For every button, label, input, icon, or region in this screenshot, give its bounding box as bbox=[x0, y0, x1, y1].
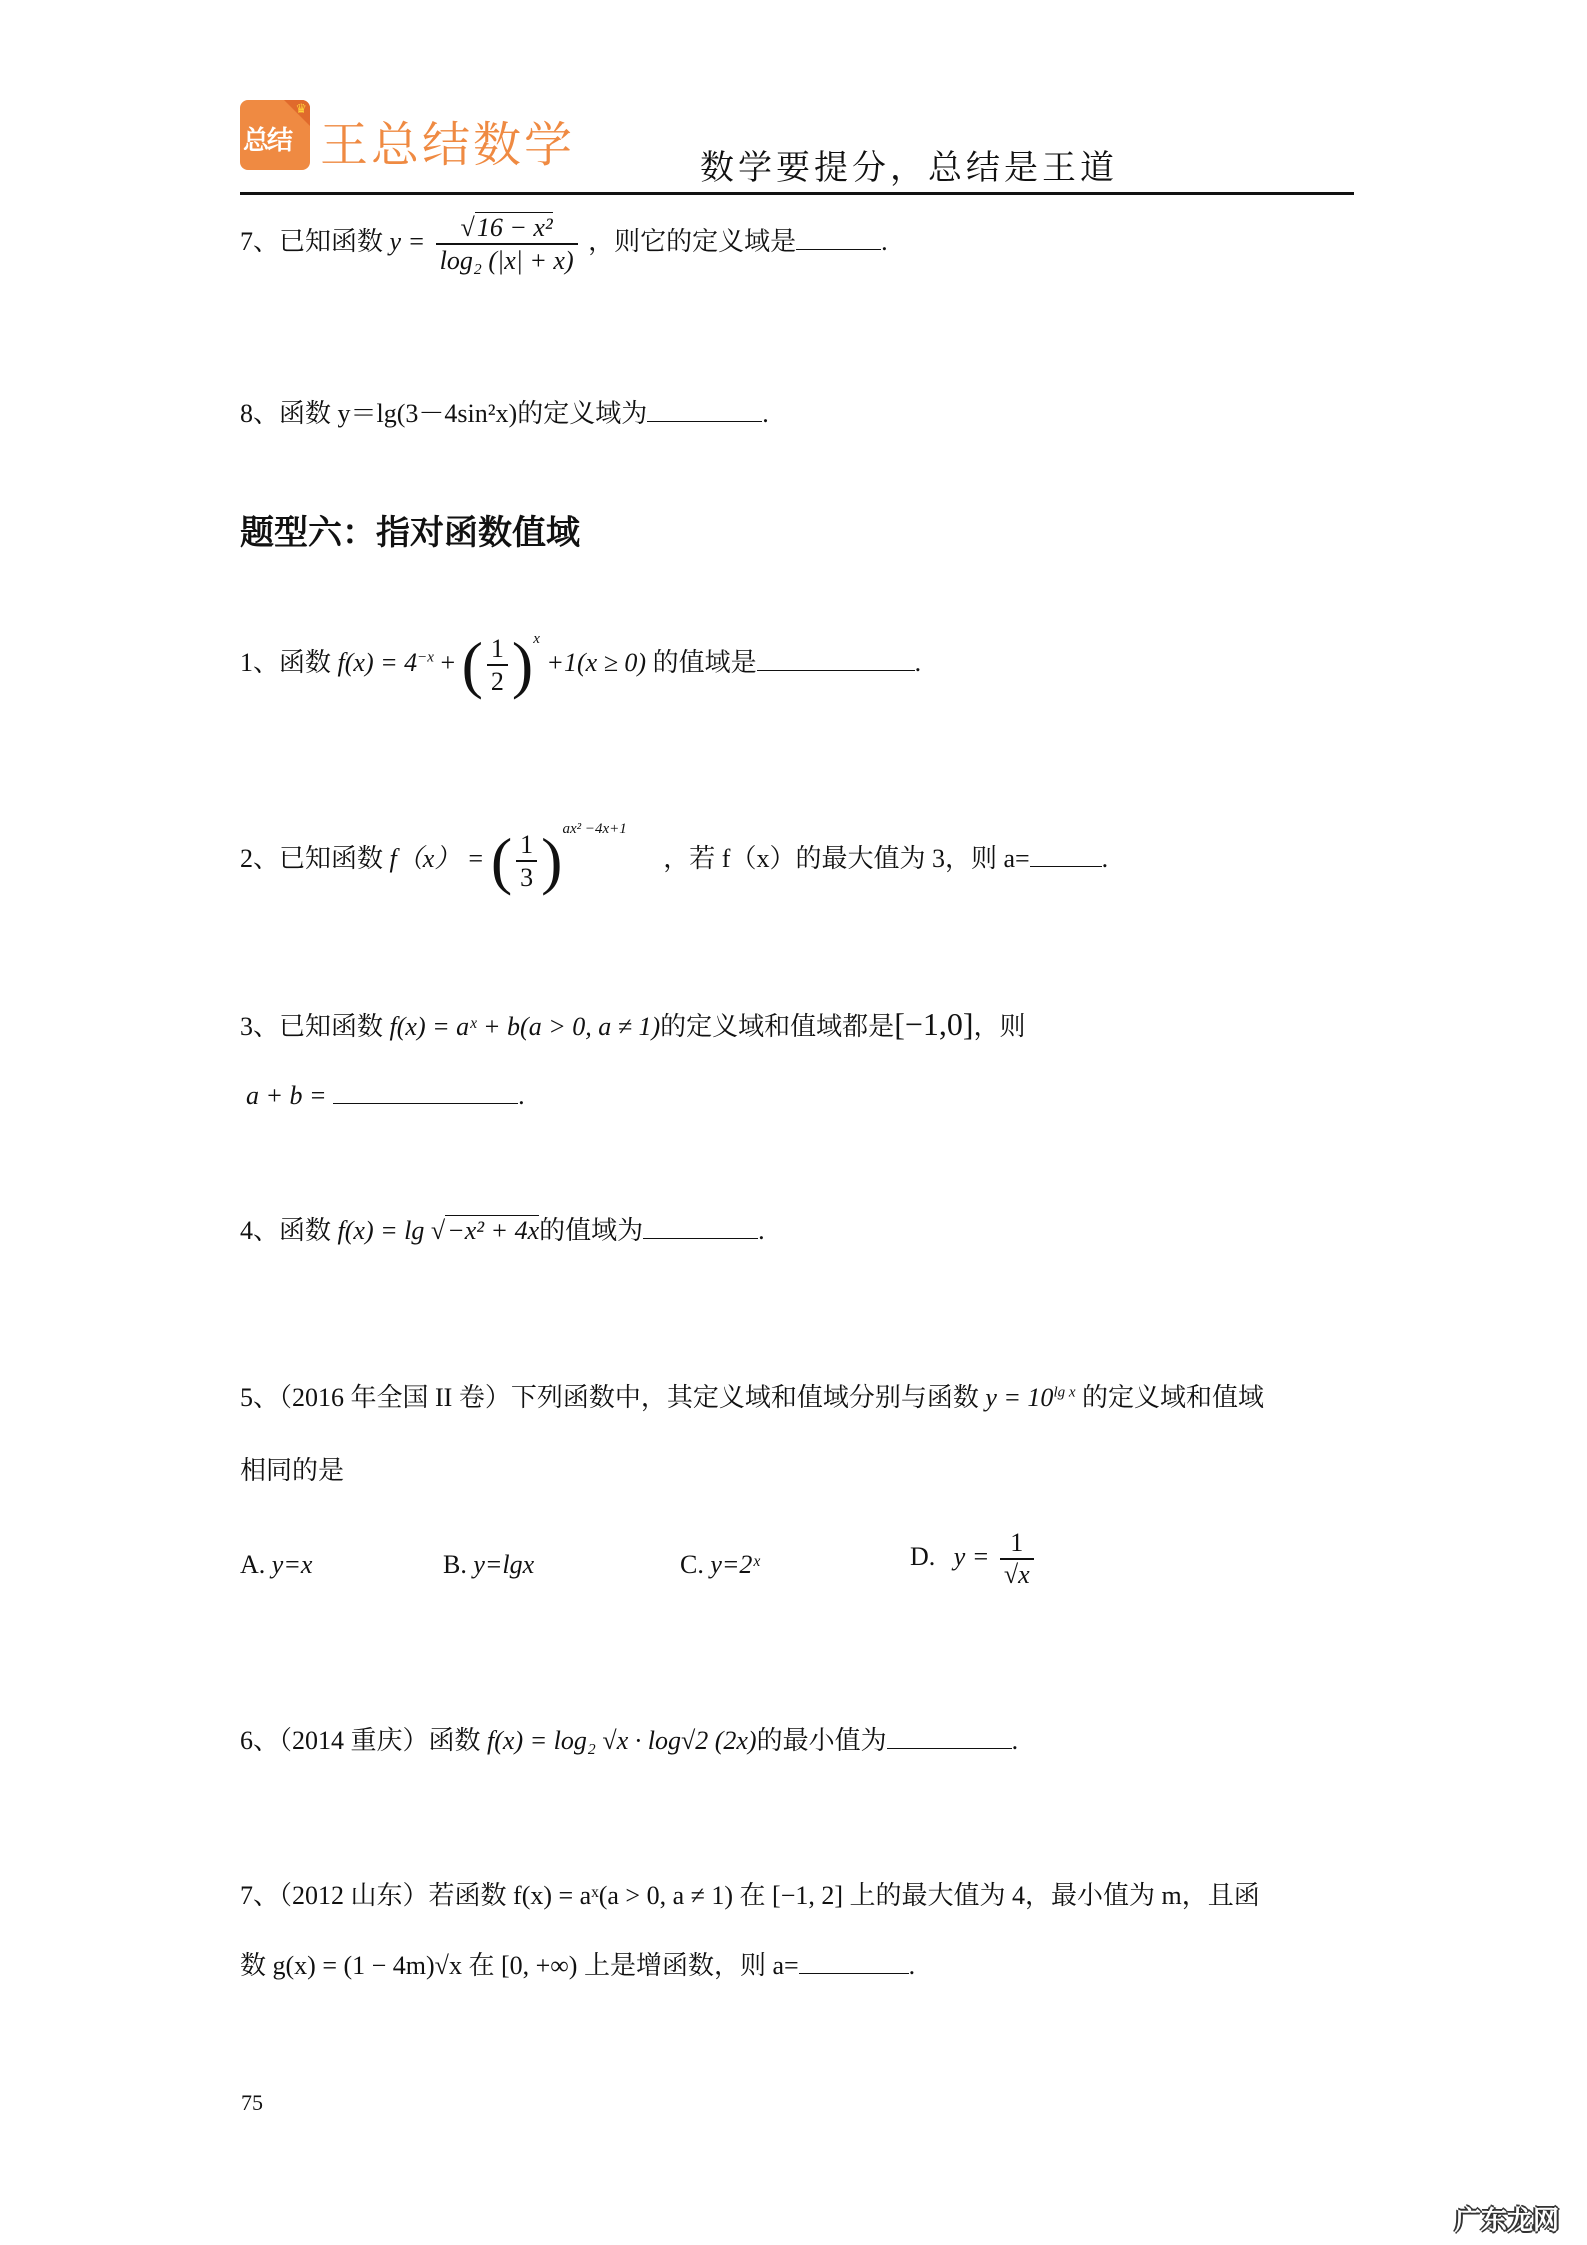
radicand: 16 − x² bbox=[476, 213, 553, 242]
fraction bbox=[487, 633, 508, 697]
math-expr: a + b = bbox=[246, 1081, 327, 1110]
section-heading: 题型六：指对函数值域 bbox=[240, 513, 580, 553]
fraction-denominator: log₂ (|x| + x) bbox=[439, 246, 574, 276]
question-3 bbox=[240, 1005, 1026, 1043]
period: . bbox=[908, 1951, 916, 1980]
question-text: 已知函数 bbox=[279, 1012, 384, 1041]
fraction-numerator: 1 bbox=[487, 633, 508, 666]
fraction-numerator: √16 − x² bbox=[436, 212, 578, 245]
question-text: 的定义域和值域都是 bbox=[660, 1012, 895, 1041]
exponent: ax² −4x+1 bbox=[562, 821, 627, 837]
option-expr: y=lgx bbox=[473, 1550, 535, 1579]
question-number: 7、 bbox=[240, 1881, 280, 1910]
page-number: 75 bbox=[241, 2090, 263, 2115]
period: . bbox=[881, 227, 888, 257]
question-text: 若函数 f(x) = aˣ(a > 0, a ≠ 1) 在 [−1, 2] 上的最大值为 4，最小值为 m，且函 bbox=[428, 1881, 1260, 1910]
option-expr: y=2ˣ bbox=[710, 1550, 760, 1579]
option-label: D. bbox=[910, 1541, 936, 1571]
math-expr: f(x) = aˣ + b(a > 0, a ≠ 1) bbox=[389, 1012, 661, 1041]
period: . bbox=[758, 1216, 765, 1245]
question-text: 函数 bbox=[279, 648, 332, 677]
question-text: （2016 年全国 II 卷）下列函数中，其定义域和值域分别与函数 bbox=[279, 1383, 979, 1412]
logo bbox=[240, 100, 310, 170]
question-source: （2014 重庆） bbox=[279, 1726, 429, 1755]
logo-text: 总结 bbox=[243, 126, 292, 156]
math-expr: f(x) = log₂ √x · log√2 (2x) bbox=[487, 1726, 757, 1755]
left-paren: ( bbox=[461, 629, 483, 701]
watermark: 广东龙网 bbox=[1455, 2206, 1560, 2236]
fraction-denominator: √x bbox=[1003, 1560, 1030, 1589]
question-text: 函数 bbox=[279, 1216, 332, 1245]
question-text: 已知函数 bbox=[279, 844, 384, 873]
answer-blank[interactable] bbox=[1030, 865, 1102, 867]
option-label: B. bbox=[443, 1550, 467, 1579]
left-paren: ( bbox=[490, 825, 513, 897]
question-7-line2 bbox=[240, 1950, 915, 1981]
question-7 bbox=[240, 1880, 1260, 1911]
option-expr: y=x bbox=[271, 1550, 313, 1579]
right-paren: ) bbox=[511, 629, 534, 701]
answer-blank[interactable] bbox=[643, 1237, 758, 1239]
answer-blank[interactable] bbox=[333, 1102, 518, 1104]
period: . bbox=[762, 399, 769, 428]
question-text: ，若 f（x）的最大值为 3，则 a= bbox=[663, 844, 1030, 873]
period: . bbox=[518, 1081, 525, 1110]
question-number: 5、 bbox=[240, 1383, 280, 1412]
math-expr: f(x) = 4 bbox=[337, 648, 418, 677]
question-text: 的定义域和值域 bbox=[1082, 1383, 1265, 1412]
question-5-line2 bbox=[240, 1455, 344, 1486]
brand-name: 王总结数学 bbox=[320, 117, 576, 173]
fraction-denominator: 3 bbox=[520, 863, 534, 893]
question-number: 1、 bbox=[240, 648, 280, 677]
option-c[interactable] bbox=[680, 1550, 760, 1580]
question-text: 相同的是 bbox=[240, 1456, 345, 1485]
question-prev-7 bbox=[240, 212, 888, 276]
math-expr: +1(x ≥ 0) bbox=[546, 648, 647, 677]
question-source: （2012 山东） bbox=[279, 1881, 429, 1910]
right-paren: ) bbox=[541, 825, 563, 897]
question-number: 6、 bbox=[240, 1726, 280, 1755]
fraction-denominator: 2 bbox=[490, 667, 504, 697]
option-d[interactable] bbox=[910, 1528, 1038, 1590]
fraction-numerator: 1 bbox=[1000, 1528, 1034, 1560]
fraction bbox=[1000, 1528, 1034, 1590]
period: . bbox=[1011, 1726, 1019, 1755]
fraction bbox=[436, 212, 578, 276]
option-label: A. bbox=[240, 1550, 266, 1579]
plus-sign: + bbox=[440, 648, 456, 677]
question-text: 的值域是 bbox=[652, 648, 757, 677]
interval: [−1,0] bbox=[894, 1006, 974, 1042]
option-b[interactable] bbox=[443, 1550, 534, 1580]
question-text: 的最小值为 bbox=[756, 1726, 887, 1755]
radicand: −x² + 4x bbox=[447, 1216, 540, 1245]
question-3-line2 bbox=[246, 1080, 525, 1111]
question-number: 3、 bbox=[240, 1012, 280, 1041]
math-expr: f(x) = lg bbox=[337, 1216, 425, 1245]
answer-blank[interactable] bbox=[887, 1747, 1012, 1749]
question-text: ，则它的定义域是 bbox=[588, 227, 797, 257]
question-prev-8 bbox=[240, 398, 769, 429]
question-text: 函数 bbox=[428, 1726, 481, 1755]
question-number: 4、 bbox=[240, 1216, 280, 1245]
question-6 bbox=[240, 1725, 1018, 1756]
header-divider bbox=[240, 192, 1354, 195]
period: . bbox=[914, 648, 922, 677]
question-number: 2、 bbox=[240, 844, 280, 873]
slogan: 数学要提分，总结是王道 bbox=[700, 150, 1118, 187]
option-expr: y = bbox=[953, 1541, 990, 1571]
fraction-numerator: 1 bbox=[516, 829, 537, 862]
answer-blank[interactable] bbox=[799, 1972, 909, 1974]
question-text: ，则 bbox=[973, 1012, 1026, 1041]
question-text: 的值域为 bbox=[539, 1216, 644, 1245]
question-1 bbox=[240, 629, 922, 701]
exponent: −x bbox=[417, 649, 434, 666]
period: . bbox=[1101, 844, 1109, 873]
math-lhs: y = bbox=[389, 227, 426, 257]
answer-blank[interactable] bbox=[796, 248, 881, 250]
option-label: C. bbox=[680, 1550, 704, 1579]
question-number: 7、 bbox=[240, 227, 280, 257]
exponent: x bbox=[533, 631, 540, 647]
question-text: 已知函数 bbox=[279, 227, 384, 257]
answer-blank[interactable] bbox=[647, 420, 762, 422]
math-lhs: f（x） = bbox=[389, 844, 485, 873]
option-a[interactable] bbox=[240, 1550, 312, 1580]
question-number: 8、 bbox=[240, 399, 280, 428]
answer-blank[interactable] bbox=[757, 669, 915, 671]
question-text: 数 g(x) = (1 − 4m)√x 在 [0, +∞) 上是增函数，则 a= bbox=[240, 1951, 799, 1980]
crown-icon: ♛ bbox=[295, 102, 307, 117]
question-5 bbox=[240, 1382, 1264, 1413]
question-text: 函数 y＝lg(3－4sin²x)的定义域为 bbox=[279, 399, 648, 428]
exponent: lg x bbox=[1053, 1384, 1076, 1401]
question-4: 4、函数 f(x) = lg √−x² + 4x的值域为 . bbox=[240, 1216, 765, 1245]
math-expr: y = 10 bbox=[985, 1383, 1054, 1412]
question-2 bbox=[240, 820, 1109, 897]
fraction bbox=[516, 829, 537, 893]
